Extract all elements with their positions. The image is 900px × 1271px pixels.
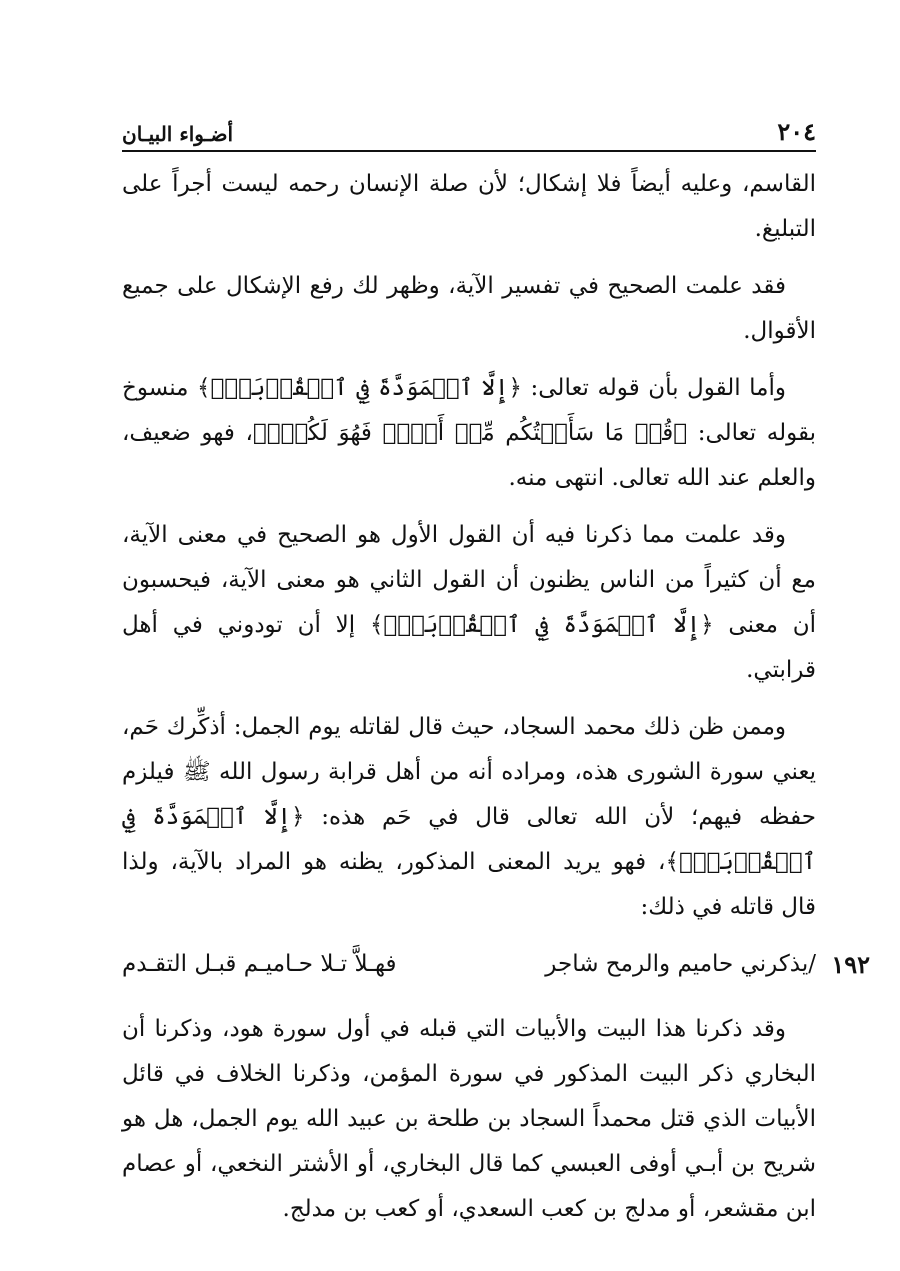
first-hemistich: /يذكرني حاميم والرمح شاجر: [545, 951, 816, 977]
paragraph-3: [122, 366, 816, 501]
running-header: [122, 110, 816, 152]
second-hemistich: فهـلاَّ تـلا حـاميـم قبـل التقـدم: [122, 951, 397, 977]
book-title: أضـواء البيـان: [122, 122, 234, 146]
page-number: ٢٠٤: [777, 117, 816, 146]
quran-quote-3: ﴿إِلَّا ٱلۡمَوَدَّةَ فِي ٱلۡقُرۡبَىٰۗ﴾: [369, 612, 714, 638]
paragraph-5-text-b: ، فهو يريد المعنى المذكور، يظنه هو المراد بالآية، ولذا قال قاتله في ذلك:: [122, 849, 816, 920]
paragraph-2: فقد علمت الصحيح في تفسير الآية، وظهر لك رفع الإشكال على جميع الأقوال.: [122, 273, 816, 344]
paragraph-5-text-a: وممن ظن ذلك محمد السجاد، حيث قال لقاتله يوم الجمل: أذكِّرك حَم، يعني سورة الشورى هذه، ومراده أنه من أهل قرابة رسول الله ﷺ فيلزم حفظه فيهم؛ لأن الله تعالى قال في حَم هذه:: [122, 714, 816, 830]
paragraph-5: [122, 705, 816, 930]
paragraph-4-text-b: إلا أن تودوني في أهل قرابتي.: [122, 612, 816, 683]
quran-quote-2: ﴿قُلۡ مَا سَأَلۡتُكُم مِّنۡ أَجۡرٖ فَهُوَ لَكُمۡۖ﴾: [252, 420, 688, 446]
book-page: [122, 110, 870, 1244]
paragraph-3-text-c: ، فهو ضعيف، والعلم عند الله تعالى. انتهى منه.: [122, 420, 816, 491]
paragraph-4: [122, 513, 816, 693]
paragraph-3-text-b: منسوخ بقوله تعالى:: [122, 375, 816, 446]
poetry-verse: [122, 942, 870, 987]
quran-quote-1: ﴿إِلَّا ٱلۡمَوَدَّةَ فِي ٱلۡقُرۡبَىٰۗ﴾: [197, 375, 522, 401]
verse-number: ١٩٢: [831, 950, 870, 979]
paragraph-1: القاسم، وعليه أيضاً فلا إشكال؛ لأن صلة الإنسان رحمه ليست أجراً على التبليغ.: [122, 171, 816, 242]
paragraph-3-text-a: وأما القول بأن قوله تعالى:: [522, 375, 786, 401]
paragraph-4-text-a: وقد علمت مما ذكرنا فيه أن القول الأول هو الصحيح في معنى الآية، مع أن كثيراً من الناس يظنون أن القول الثاني هو معنى الآية، فيحسبون أن معنى: [122, 522, 816, 638]
quran-quote-4: ﴿إِلَّا ٱلۡمَوَدَّةَ فِي ٱلۡقُرۡبَىٰۗ﴾: [122, 804, 816, 875]
body-text: [122, 162, 870, 1232]
paragraph-6: وقد ذكرنا هذا البيت والأبيات التي قبله في أول سورة هود، وذكرنا أن البخاري ذكر البيت المذكور في سورة المؤمن، وذكرنا الخلاف في قائل الأبيات الذي قتل محمداً السجاد بن طلحة بن عبيد الله يوم الجمل، هل هو شريح بن أبـي أوفى العبسي كما قال البخاري، أو الأشتر النخعي، أو عصام ابن مقشعر، أو مدلج بن كعب السعدي، أو كعب بن مدلج.: [122, 1016, 816, 1222]
